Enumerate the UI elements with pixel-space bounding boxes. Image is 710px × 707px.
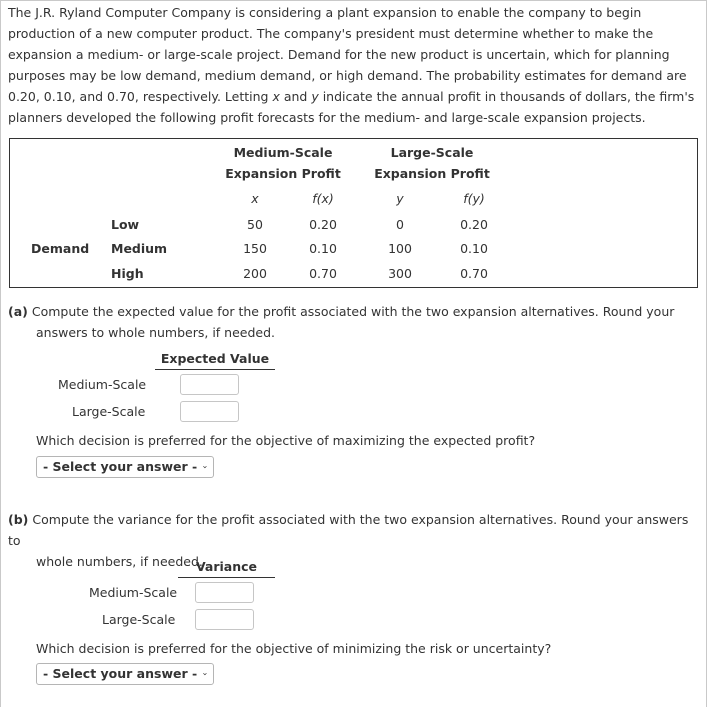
chevron-down-icon <box>203 670 207 678</box>
part-a-large-label: Large-Scale <box>72 404 146 419</box>
demand-label: Demand <box>31 241 90 256</box>
variance-medium-input[interactable] <box>195 582 254 603</box>
row-low-fy: 0.20 <box>460 217 488 232</box>
row-medium-fy: 0.10 <box>460 241 488 256</box>
chevron-down-icon <box>203 463 207 471</box>
part-a-instructions <box>8 301 698 343</box>
intro-text-2: indicate the annual profit in thousands of dollars, the firm's planners developed the following profit forecasts for the medium- and large-scale expansion projects. <box>8 89 695 125</box>
row-medium-fx: 0.10 <box>309 241 337 256</box>
part-b-answer-select[interactable] <box>36 663 214 685</box>
part-a-label: (a) <box>8 304 28 319</box>
row-low-y: 0 <box>396 217 404 232</box>
col-header-fx: f(x) <box>312 191 334 206</box>
part-a-text-line1: Compute the expected value for the profit associated with the two expansion alternatives. Round your <box>27 304 675 319</box>
var-y: y <box>311 89 319 104</box>
variance-header: Variance <box>178 559 275 578</box>
medium-header-line1: Medium-Scale <box>233 145 333 160</box>
part-b-text-line1: Compute the variance for the profit associated with the two expansion alternatives. Round your answers to <box>8 512 689 548</box>
problem-statement <box>8 2 703 128</box>
part-b-large-label: Large-Scale <box>102 612 176 627</box>
part-a-answer-select[interactable] <box>36 456 214 478</box>
part-b-label: (b) <box>8 512 29 527</box>
part-b-select-text: - Select your answer - <box>43 666 198 681</box>
col-header-fy: f(y) <box>463 191 485 206</box>
row-high-label: High <box>111 266 144 281</box>
row-high-fy: 0.70 <box>460 266 488 281</box>
var-x: x <box>272 89 280 104</box>
part-a-select-text: - Select your answer - <box>43 459 198 474</box>
profit-forecast-table <box>9 138 698 288</box>
medium-header-line2: Expansion Profit <box>225 166 341 181</box>
row-low-x: 50 <box>247 217 263 232</box>
large-header-line2: Expansion Profit <box>374 166 490 181</box>
row-low-label: Low <box>111 217 140 232</box>
part-a-question: Which decision is preferred for the objective of maximizing the expected profit? <box>36 433 536 448</box>
row-low-fx: 0.20 <box>309 217 337 232</box>
col-header-y: y <box>396 191 404 206</box>
part-a-text-line2: answers to whole numbers, if needed. <box>36 325 276 340</box>
expected-value-header: Expected Value <box>155 351 275 370</box>
variance-large-input[interactable] <box>195 609 254 630</box>
part-b-instructions <box>8 509 698 572</box>
col-header-x: x <box>251 191 259 206</box>
intro-and: and <box>279 89 312 104</box>
row-medium-label: Medium <box>111 241 168 256</box>
row-high-fx: 0.70 <box>309 266 337 281</box>
row-medium-y: 100 <box>388 241 412 256</box>
row-high-x: 200 <box>243 266 267 281</box>
intro-text-1: The J.R. Ryland Computer Company is considering a plant expansion to enable the company to begin production of a new computer product. The company's president must determine whether to make the expansion a medium- or large-scale project. Demand for the new product is uncertain, which for planning purposes may be low demand, medium demand, or high demand. The probability estimates for demand are 0.20, 0.10, and 0.70, respectively. Letting <box>8 5 687 104</box>
part-b-question: Which decision is preferred for the objective of minimizing the risk or uncertainty? <box>36 641 552 656</box>
expected-value-medium-input[interactable] <box>180 374 239 395</box>
part-b-text-line2: whole numbers, if needed. <box>36 554 203 569</box>
part-a-medium-label: Medium-Scale <box>58 377 147 392</box>
part-b-medium-label: Medium-Scale <box>89 585 178 600</box>
row-medium-x: 150 <box>243 241 267 256</box>
row-high-y: 300 <box>388 266 412 281</box>
expected-value-large-input[interactable] <box>180 401 239 422</box>
large-header-line1: Large-Scale <box>390 145 474 160</box>
